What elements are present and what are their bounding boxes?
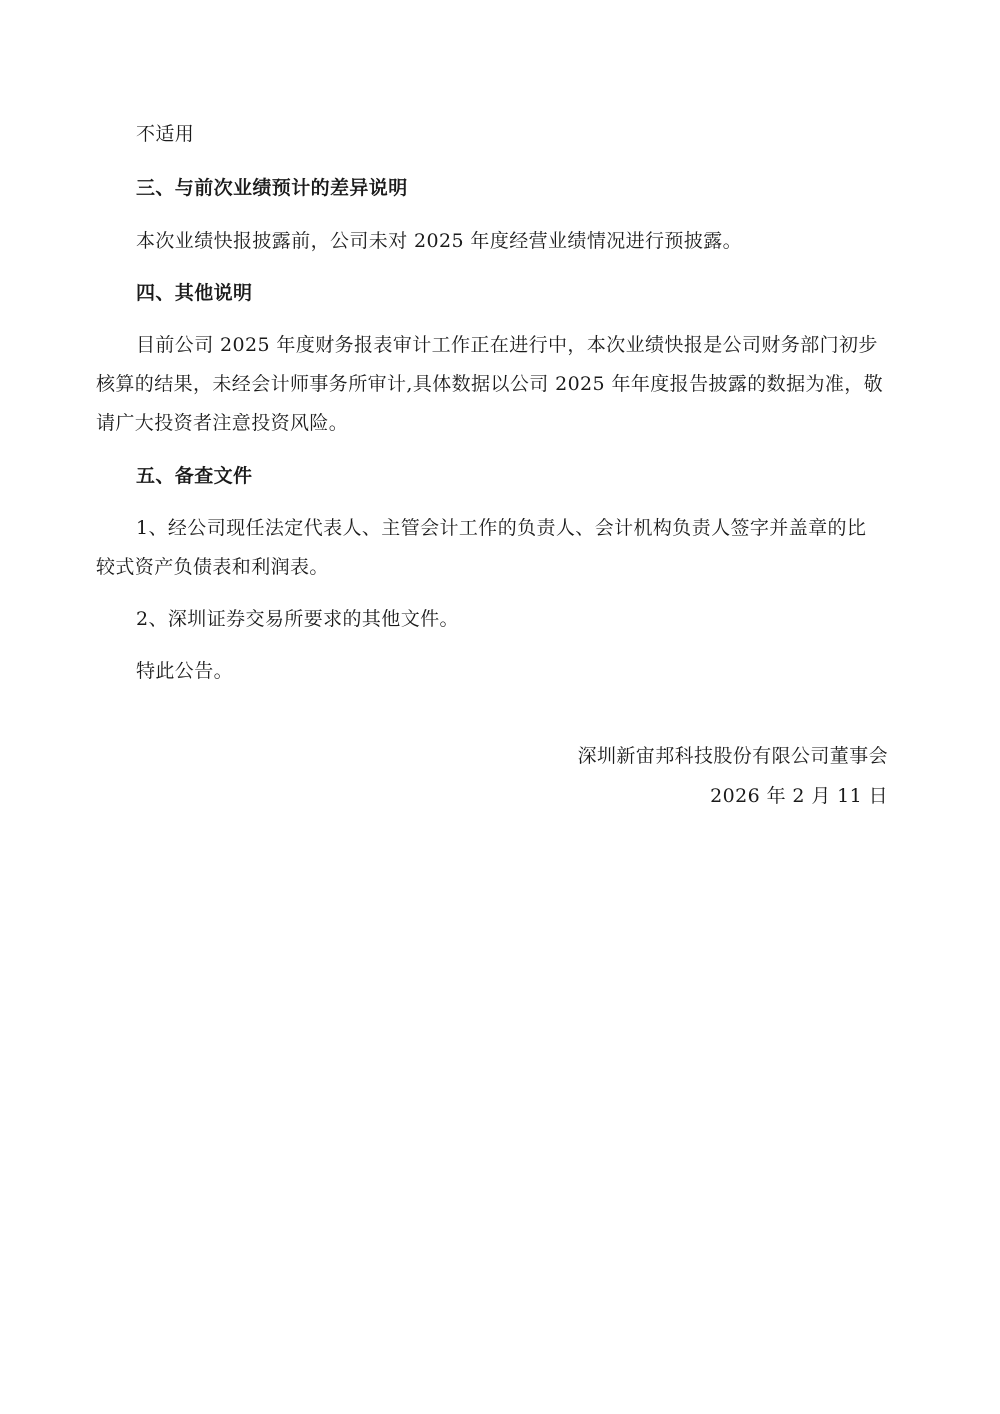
closing-text: 特此公告。 <box>136 660 234 682</box>
section5-item1-line-2: 较式资产负债表和利润表。 <box>96 556 329 578</box>
section3-body: 本次业绩快报披露前，公司未对 2025 年度经营业绩情况进行预披露。 <box>136 230 743 252</box>
section5-item1-line-1: 1、经公司现任法定代表人、主管会计工作的负责人、会计机构负责人签字并盖章的比 <box>136 517 867 539</box>
signature-date: 2026 年 2 月 11 日 <box>710 785 888 807</box>
section5-item2: 2、深圳证券交易所要求的其他文件。 <box>136 608 459 630</box>
not-applicable-text: 不适用 <box>136 123 195 145</box>
section5-heading: 五、备查文件 <box>136 465 253 487</box>
section4-body-line-1: 目前公司 2025 年度财务报表审计工作正在进行中，本次业绩快报是公司财务部门初步 <box>136 334 878 356</box>
section4-body-line-3: 请广大投资者注意投资风险。 <box>96 412 349 434</box>
section3-heading: 三、与前次业绩预计的差异说明 <box>136 177 408 199</box>
section4-body-line-2: 核算的结果，未经会计师事务所审计,具体数据以公司 2025 年年度报告披露的数据为准，敬 <box>96 373 884 395</box>
signature-company: 深圳新宙邦科技股份有限公司董事会 <box>577 745 888 767</box>
section4-heading: 四、其他说明 <box>136 282 253 304</box>
